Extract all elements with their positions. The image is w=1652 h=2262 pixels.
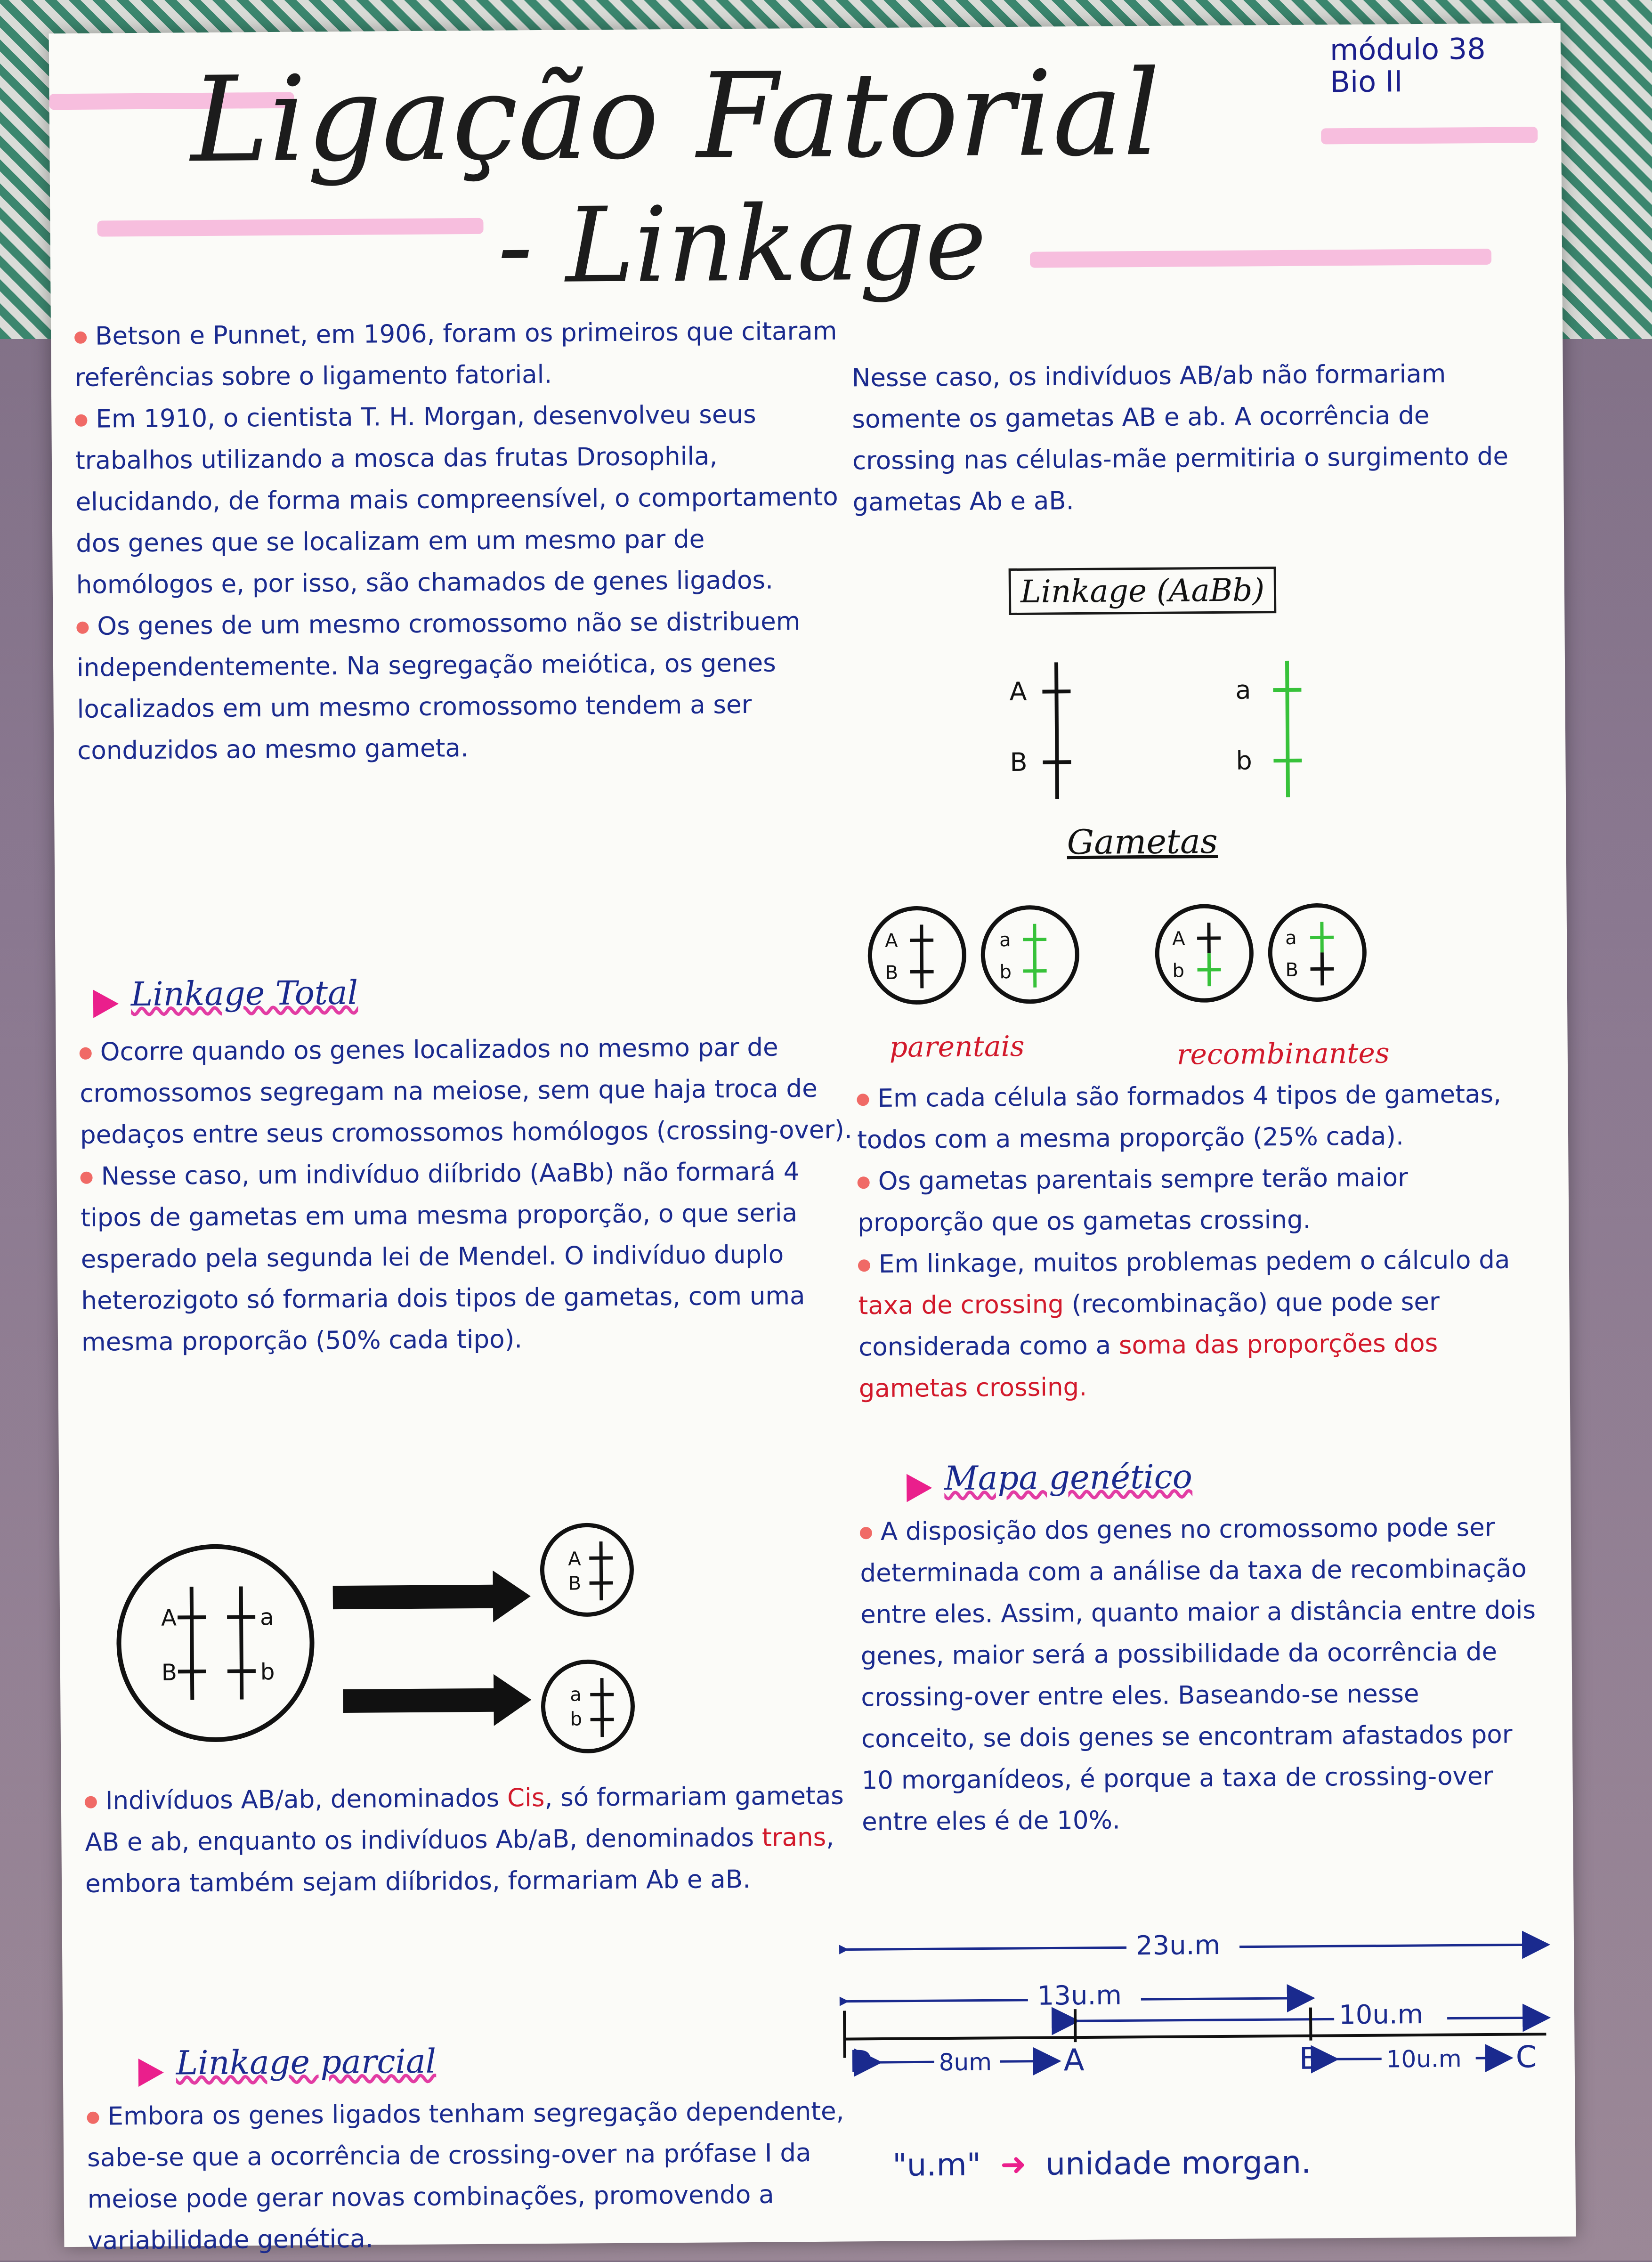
svg-text:a: a bbox=[1235, 675, 1251, 705]
gametes-diagram bbox=[855, 886, 1421, 1031]
right-intro: Nesse caso, os indivíduos AB/ab não formariam somente os gametas AB e ab. A ocorrência de crossing nas células-mãe permitiria o surgimento de gametas Ab e aB. bbox=[851, 353, 1531, 523]
page-subtitle: - Linkage bbox=[497, 182, 987, 306]
arrow-icon: ➜ bbox=[1000, 2146, 1027, 2182]
linkage-box-label: Linkage (AaBb) bbox=[1009, 567, 1277, 615]
linkage-partial-heading: Linkage parcial bbox=[138, 2042, 436, 2087]
svg-text:a: a bbox=[1285, 927, 1297, 949]
linkage-total-text bbox=[79, 1026, 854, 1363]
svg-text:b: b bbox=[260, 1659, 275, 1685]
highlight-stroke bbox=[1321, 127, 1538, 144]
locus-c: C bbox=[1515, 2040, 1537, 2075]
svg-text:B: B bbox=[885, 962, 898, 984]
locus-d: D bbox=[849, 2044, 873, 2079]
cis-trans-text: Indivíduos AB/ab, denominados Cis, só formariam gametas AB e ab, enquanto os indivíduos Ab/aB, denominados trans, embora também sejam diíbridos, formariam Ab e aB. bbox=[85, 1775, 858, 1905]
mapa-genetico-text: A disposição dos genes no cromossomo pode ser determinada com a análise da taxa de recombinação entre eles. Assim, quanto maior a distância entre dois genes, maior será a possibilidade da ocorrência de crossing-over entre eles. Baseando-se nesse conceito, se dois genes se encontram afastados por 10 morganídeos, é porque a taxa de crossing-over entre eles é de 10%. bbox=[860, 1507, 1540, 1843]
highlight-stroke bbox=[97, 218, 483, 237]
svg-text:A: A bbox=[568, 1548, 581, 1570]
svg-text:B: B bbox=[162, 1659, 177, 1686]
chromosome-pair-diagram bbox=[995, 651, 1326, 809]
arrow-icon bbox=[343, 1674, 532, 1727]
svg-text:B: B bbox=[1010, 747, 1027, 777]
gametes-text: Em cada célula são formados 4 tipos de gametas, todos com a mesma proporção (25% cada). Os gametas parentais sempre terão maior proporção que os gametas crossing. Em linkage, muitos problemas pedem o cálculo da taxa de crossing (recombinação) que pode ser considerada como a soma das proporções dos gametas crossing. bbox=[857, 1073, 1537, 1410]
svg-text:a: a bbox=[570, 1684, 582, 1705]
notes-paper bbox=[49, 23, 1576, 2247]
arrow-icon bbox=[332, 1570, 531, 1623]
unit-note: "u.m" ➜ unidade morgan. bbox=[892, 2144, 1311, 2183]
highlight-stroke bbox=[1030, 249, 1491, 268]
svg-text:B: B bbox=[568, 1573, 581, 1594]
parentais-label: parentais bbox=[889, 1030, 1024, 1064]
locus-b: B bbox=[1299, 2042, 1320, 2076]
chromosome bbox=[1056, 662, 1057, 799]
svg-text:b: b bbox=[999, 961, 1012, 983]
total-paragraph: Ocorre quando os genes localizados no mesmo par de cromossomos segregam na meiose, sem que haja troca de pedaços entre seus cromossomos homólogos (crossing-over). bbox=[79, 1026, 852, 1156]
chromosome bbox=[1287, 661, 1288, 797]
svg-text:b: b bbox=[1172, 960, 1184, 981]
locus-a: A bbox=[1063, 2043, 1085, 2078]
svg-text:A: A bbox=[1172, 928, 1185, 949]
svg-text:A: A bbox=[1009, 677, 1027, 706]
total-paragraph: Nesse caso, um indivíduo diíbrido (AaBb) não formará 4 tipos de gametas em uma mesma proporção, o que seria esperado pela segunda lei de Mendel. O indivíduo duplo heterozigoto só formaria dois tipos de gametas, com uma mesma proporção (50% cada tipo). bbox=[80, 1151, 854, 1363]
cis-term: Cis bbox=[507, 1784, 545, 1813]
gametas-title: Gametas bbox=[1067, 821, 1218, 862]
intro-paragraph: Em 1910, o cientista T. H. Morgan, desenvolveu seus trabalhos utilizando a mosca das frutas Drosophila, elucidando, de forma mais compreensível, o comportamento dos genes que se localizam em um mesmo par de homólogos e, por isso, são chamados de genes ligados. bbox=[75, 393, 849, 606]
mother-cell bbox=[118, 1546, 313, 1740]
svg-text:a: a bbox=[260, 1604, 274, 1630]
trans-term: trans bbox=[762, 1823, 826, 1852]
svg-text:A: A bbox=[161, 1605, 177, 1631]
genetic-map-diagram bbox=[839, 1916, 1556, 2110]
module-label: módulo 38 Bio II bbox=[1330, 33, 1486, 98]
intro-paragraph: Betson e Punnet, em 1906, foram os primeiros que citaram referências sobre o ligamento fatorial. bbox=[74, 310, 847, 398]
mapa-genetico-heading: Mapa genético bbox=[907, 1457, 1192, 1502]
svg-text:23u.m: 23u.m bbox=[1136, 1930, 1221, 1961]
intro-paragraph: Os genes de um mesmo cromossomo não se distribuem independentemente. Na segregação meiótica, os genes localizados em um mesmo cromossomo tendem a ser conduzidos ao mesmo gameta. bbox=[76, 600, 850, 771]
svg-text:a: a bbox=[999, 929, 1011, 951]
linkage-total-heading: Linkage Total bbox=[93, 973, 358, 1018]
svg-text:b: b bbox=[1236, 746, 1252, 775]
left-column bbox=[74, 310, 850, 771]
page-title: Ligação Fatorial bbox=[190, 45, 1161, 188]
cell-division-diagram bbox=[116, 1517, 721, 1766]
svg-text:B: B bbox=[1285, 959, 1298, 981]
svg-text:b: b bbox=[570, 1708, 582, 1730]
svg-text:8um: 8um bbox=[939, 2048, 992, 2076]
recombinantes-label: recombinantes bbox=[1177, 1037, 1390, 1071]
svg-text:10u.m: 10u.m bbox=[1386, 2045, 1462, 2073]
svg-text:13u.m: 13u.m bbox=[1037, 1980, 1122, 2011]
linkage-partial-text: Embora os genes ligados tenham segregação dependente, sabe-se que a ocorrência de crossing-over na prófase I da meiose pode gerar novas combinações, promovendo a variabilidade genética. bbox=[87, 2091, 860, 2262]
svg-text:10u.m: 10u.m bbox=[1339, 1999, 1424, 2030]
chromosome-axis bbox=[844, 2034, 1546, 2039]
svg-text:A: A bbox=[885, 930, 898, 952]
gamete-cell bbox=[542, 1525, 632, 1615]
gamete-cell bbox=[543, 1662, 633, 1751]
